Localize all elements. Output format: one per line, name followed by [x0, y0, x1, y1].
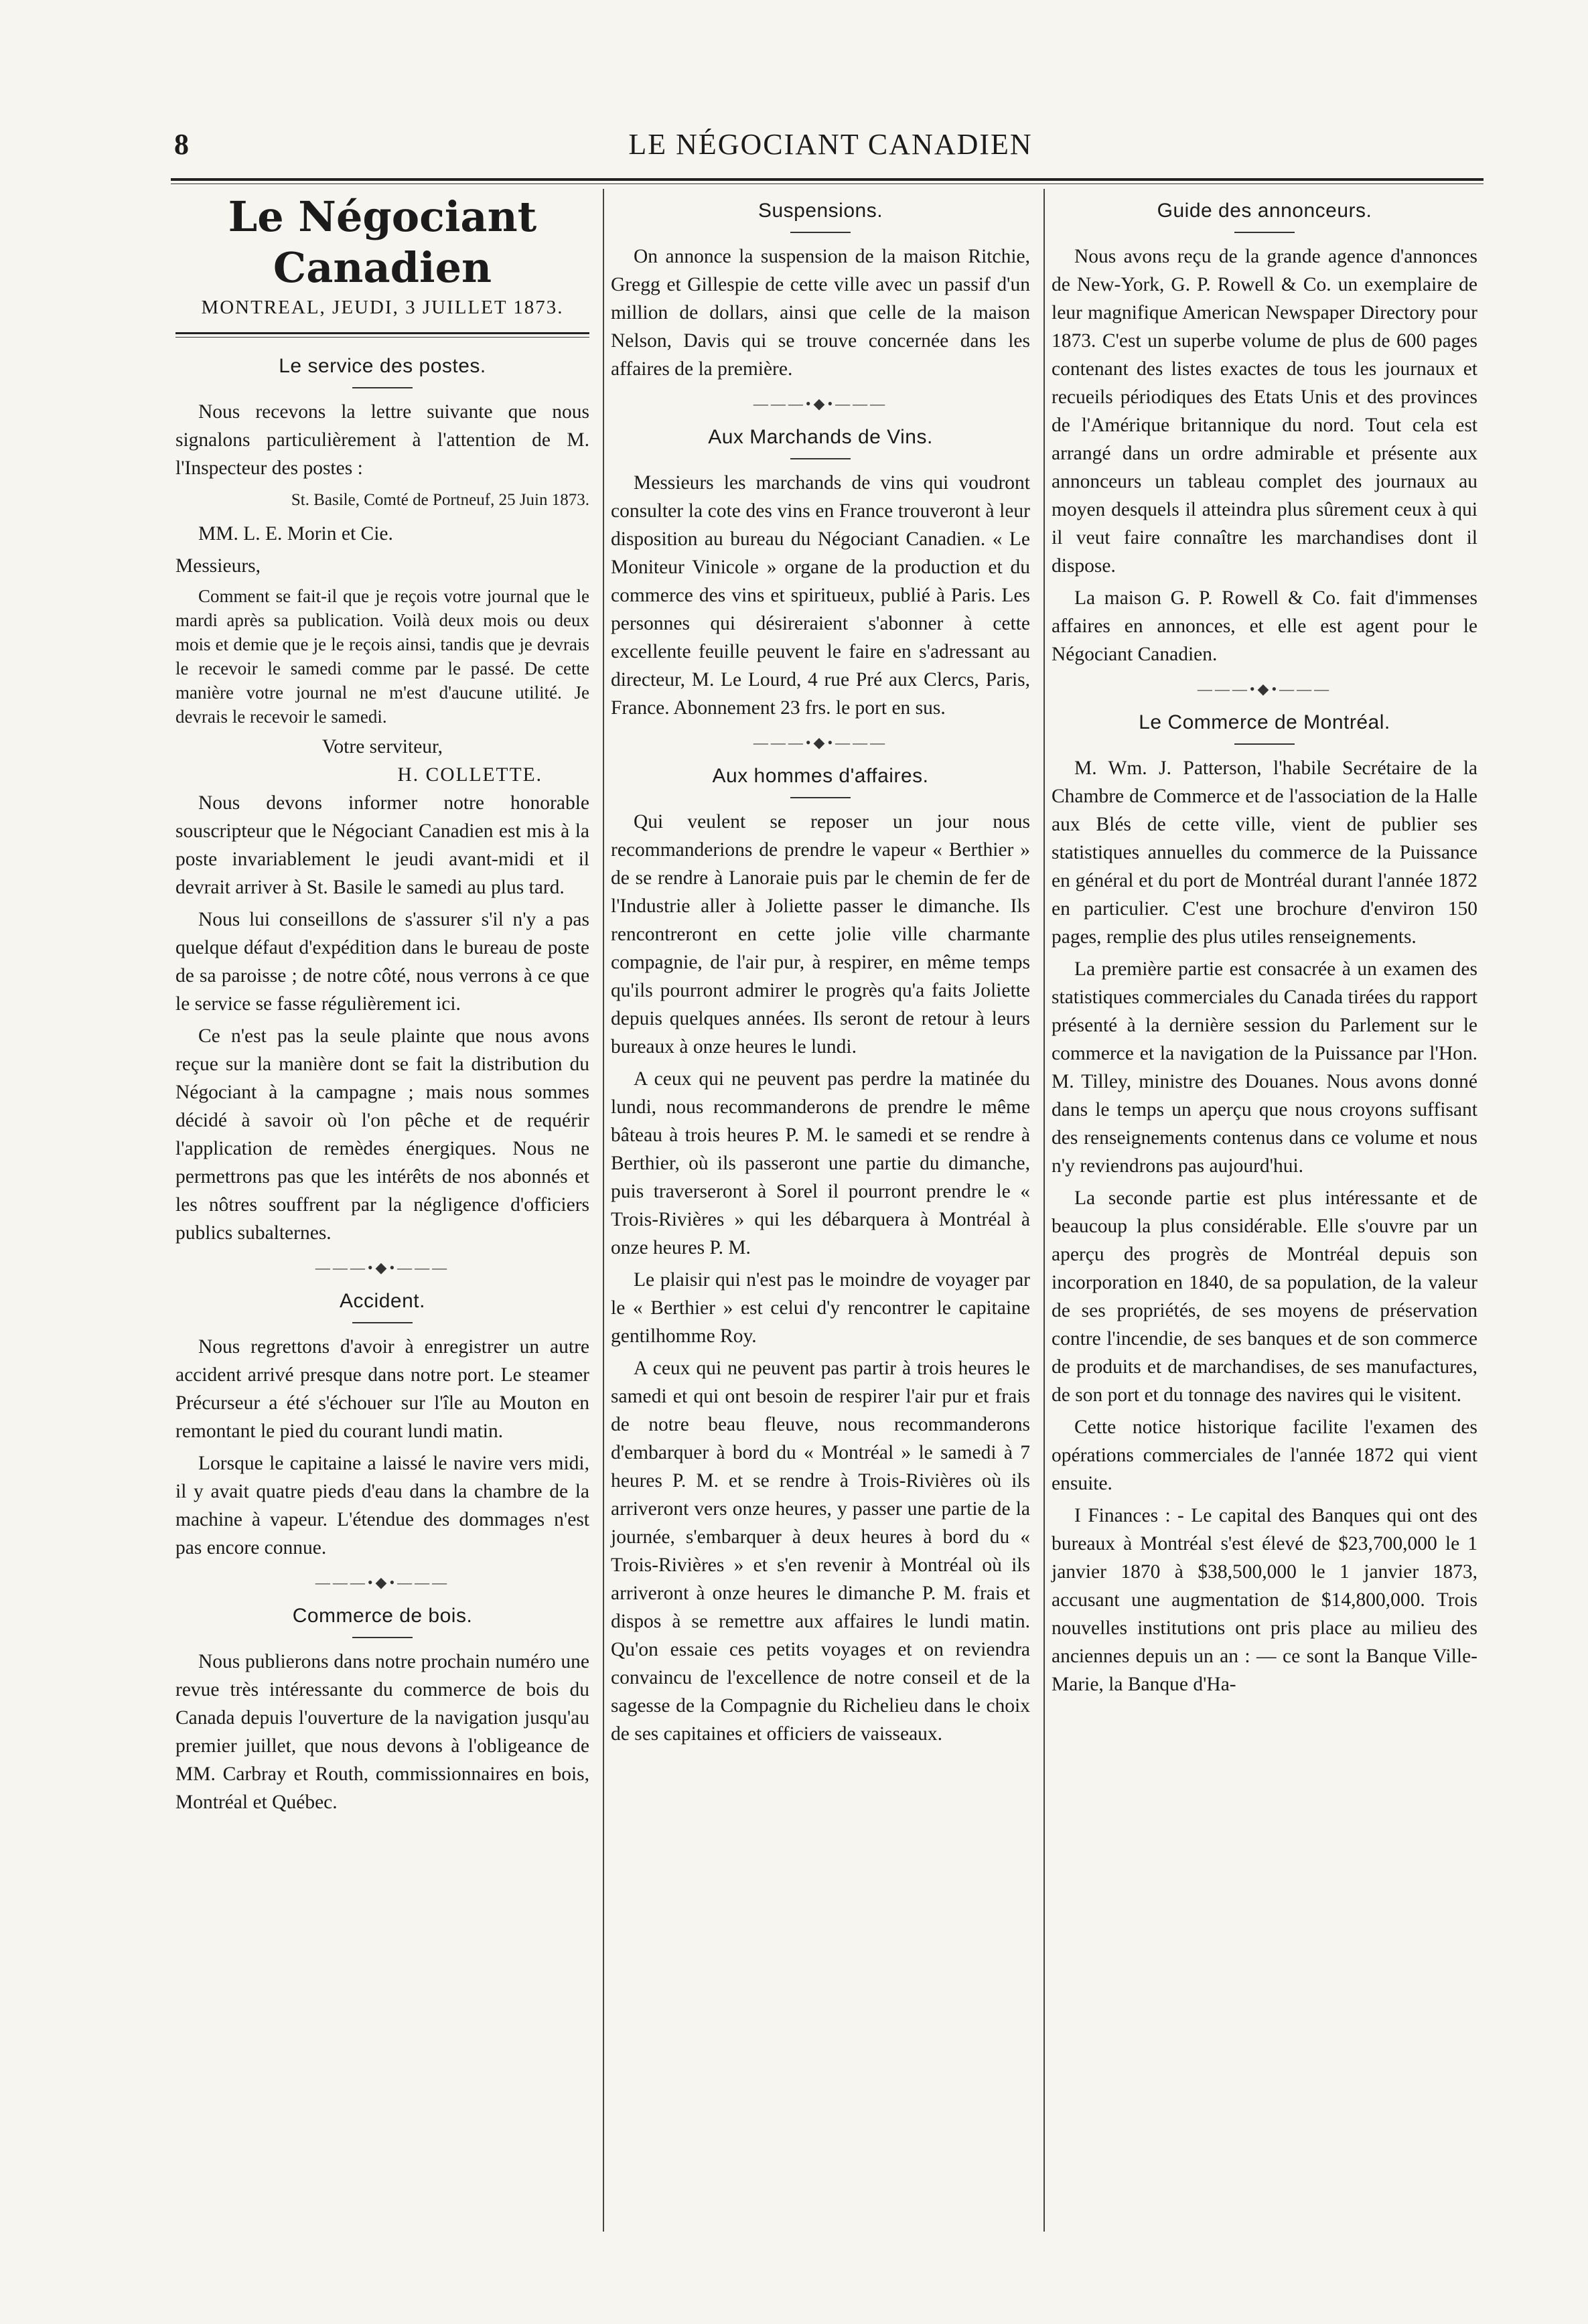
article-paragraph: Qui veulent se reposer un jour nous recommanderions de prendre le vapeur « Berthier » de se rendre à Lanoraie puis par le chemin de fer de l'Industrie aller à Joliette passer le dimanche. Ils rencontreront en cette jolie ville charmante compagnie, de l'air pur, à respirer, en même temps qu'ils pourront admirer le progrès qu'a faits Joliette depuis quelques années. Ils seront de retour à leurs bureaux à onze heures le lundi.	[611, 811, 1030, 1058]
column-2	[611, 194, 1030, 1752]
heading-rule	[1234, 232, 1295, 233]
column-rule-2	[1043, 189, 1045, 2232]
article-paragraph: La seconde partie est plus intéressante et de beaucoup la plus considérable. Elle s'ouvre par un aperçu des progrès de Montréal depuis son incorporation en 1840, de sa population, de la valeur de ses propriétés, de ses moyens de préservation contre l'incendie, de ses banques et de son commerce de produits et de marchandises, de ses manufactures, de son port et du tonnage des navires qui le visitent.	[1052, 1187, 1477, 1406]
letter-closing: Votre serviteur,	[321, 736, 443, 757]
heading-rule	[790, 797, 851, 798]
heading-guide: Guide des annonceurs.	[1157, 200, 1372, 222]
article-paragraph: A ceux qui ne peuvent pas perdre la matinée du lundi, nous recommanderons de prendre le même bâteau à trois heures P. M. le samedi et se rendre à Berthier, où ils passeront une partie du dimanche, puis traverseront à Sorel il pourront prendre le « Trois-Rivières » qui les débarquera à Montréal à onze heures P. M.	[611, 1068, 1030, 1258]
letter-salutation: Messieurs,	[175, 555, 261, 577]
article-paragraph: Nous recevons la lettre suivante que nous signalons particulièrement à l'attention de M. l'Inspecteur des postes :	[175, 401, 589, 479]
article-paragraph: On annonce la suspension de la maison Ritchie, Gregg et Gillespie de cette ville avec un passif d'un million de dollars, ainsi que celle de la maison Nelson, Davis qui se trouve concernée dans les affaires de la première.	[611, 246, 1030, 380]
running-title: LE NÉGOCIANT CANADIEN	[628, 128, 1033, 161]
heading-accident: Accident.	[340, 1290, 425, 1312]
article-paragraph: Lorsque le capitaine a laissé le navire vers midi, il y avait quatre pieds d'eau dans la chambre de la machine à vapeur. L'étendue des dommages n'est pas encore connue.	[175, 1453, 589, 1558]
article-paragraph: Ce n'est pas la seule plainte que nous avons reçue sur la manière dont se fait la distribution du Négociant à la campagne ; mais nous sommes décidé à savoir où l'on pêche et de requérir l'application de remèdes énergiques. Nous ne permettrons pas que les intérêts de nos abonnés et les nôtres souffrent par la négligence d'officiers publics subalternes.	[175, 1025, 589, 1244]
heading-affaires: Aux hommes d'affaires.	[712, 765, 929, 787]
article-paragraph: La maison G. P. Rowell & Co. fait d'immenses affaires en annonces, et elle est agent pour le Négociant Canadien.	[1052, 587, 1477, 665]
heading-rule	[790, 458, 851, 459]
section-divider: ―――•◆•―――	[1197, 680, 1332, 697]
page-number: 8	[174, 128, 189, 161]
article-paragraph: Le plaisir qui n'est pas le moindre de voyager par le « Berthier » est celui d'y rencontrer le capitaine gentilhomme Roy.	[611, 1269, 1030, 1347]
masthead-rule	[175, 332, 589, 334]
heading-postes: Le service des postes.	[279, 355, 486, 377]
header-rule	[171, 178, 1484, 181]
section-divider: ―――•◆•―――	[753, 395, 888, 412]
heading-rule	[1234, 743, 1295, 745]
letter-signature: H. COLLETTE.	[397, 764, 543, 786]
article-paragraph: Nous publierons dans notre prochain numéro une revue très intéressante du commerce de bois du Canada depuis l'ouverture de la navigation jusqu'au premier juillet, que nous devons à l'obligeance de MM. Carbray et Routh, commissionnaires en bois, Montréal et Québec.	[175, 1651, 589, 1813]
heading-commerce: Le Commerce de Montréal.	[1139, 711, 1390, 733]
article-paragraph: Nous avons reçu de la grande agence d'annonces de New-York, G. P. Rowell & Co. un exemplaire de leur magnifique American Newspaper Directory pour 1873. C'est un superbe volume de plus de 600 pages contenant des listes exactes de tous les journaux et recueils périodiques des Etats Unis et des provinces de l'Amérique britannique du nord. Tout cela est arrangé dans un ordre admirable et présente aux annonceurs un tableau complet des journaux au moyen desquels il atteindra plus sûrement ceux à qui il veut faire connaître les marchandises dont il dispose.	[1052, 246, 1477, 577]
heading-bois: Commerce de bois.	[292, 1605, 473, 1627]
article-paragraph: La première partie est consacrée à un examen des statistiques commerciales du Canada tirées du rapport présenté à la dernière session du Parlement sur le commerce et la navigation de la Puissance par l'Hon. M. Tilley, ministre des Douanes. Nous avons donné dans le temps un aperçu que nous croyons suffisant des renseignements contenus dans ce volume et nous n'y reviendrons pas aujourd'hui.	[1052, 958, 1477, 1177]
section-divider: ―――•◆•―――	[315, 1574, 450, 1591]
section-divider: ―――•◆•―――	[315, 1259, 450, 1276]
masthead: Le Négociant Canadien	[228, 192, 537, 292]
article-paragraph: Nous devons informer notre honorable souscripteur que le Négociant Canadien est mis à la poste invariablement le jeudi avant-midi et il devrait arriver à St. Basile le samedi au plus tard.	[175, 792, 589, 898]
article-paragraph: M. Wm. J. Patterson, l'habile Secrétaire de la Chambre de Commerce et de l'association de la Halle aux Blés de cette ville, vient de publier ses statistiques annuelles du commerce de la Puissance en général et du port de Montréal durant l'année 1872 en particulier. C'est une brochure d'environ 150 pages, remplie des plus utiles renseignements.	[1052, 757, 1477, 948]
article-paragraph: Cette notice historique facilite l'examen des opérations commerciales de l'année 1872 qui vient ensuite.	[1052, 1417, 1477, 1494]
heading-rule	[352, 387, 413, 388]
article-paragraph: I Finances : - Le capital des Banques qui ont des bureaux à Montréal s'est élevé de $23,700,000 le 1 janvier 1870 à $38,500,000 le 1 janvier 1873, accusant une augmentation de $14,800,000. Trois nouvelles institutions ont pris place au milieu des anciennes depuis un an : — ce sont la Banque Ville-Marie, la Banque d'Ha-	[1052, 1505, 1477, 1695]
heading-vins: Aux Marchands de Vins.	[708, 426, 933, 448]
heading-rule	[352, 1637, 413, 1638]
letter-date: St. Basile, Comté de Portneuf, 25 Juin 1873.	[291, 491, 589, 509]
article-paragraph: A ceux qui ne peuvent pas partir à trois heures le samedi et qui ont besoin de respirer l'air pur et frais de notre beau fleuve, nous recommanderons d'embarquer à bord du « Montréal » le samedi à 7 heures P. M. et se rendre à Trois-Rivières où ils arriveront vers onze heures, y passer une partie de la journée, s'embarquer à deux heures à bord du « Trois-Rivières » et s'en revenir à Montréal où ils arriveront à onze heures le dimanche P. M. frais et dispos à se remettre aux affaires le lundi matin. Qu'on essaie ces petits voyages et on reviendra convaincu de l'excellence de notre conseil et de la sagesse de la Compagnie du Richelieu dans le choix de ses capitaines et officiers de vaisseaux.	[611, 1358, 1030, 1745]
column-rule-1	[603, 189, 604, 2232]
column-3	[1052, 194, 1477, 1702]
heading-suspensions: Suspensions.	[757, 200, 883, 222]
dateline: MONTREAL, JEUDI, 3 JUILLET 1873.	[201, 297, 564, 318]
heading-rule	[352, 1322, 413, 1323]
running-header	[174, 127, 1487, 167]
article-paragraph: Nous lui conseillons de s'assurer s'il n'y a pas quelque défaut d'expédition dans le bureau de poste de sa paroisse ; de notre côté, nous verrons à ce que le service se fasse régulièrement ici.	[175, 909, 589, 1015]
masthead-rule-thin	[175, 337, 589, 338]
heading-rule	[790, 232, 851, 233]
letter-body: Comment se fait-il que je reçois votre journal que le mardi après sa publication. Voilà deux mois ou deux mois et demie que je le reçois ainsi, tandis que je devrais le recevoir le samedi comme par le passé. De cette manière votre journal ne m'est d'aucune utilité. Je devrais le recevoir le samedi.	[175, 586, 589, 727]
article-paragraph: Nous regrettons d'avoir à enregistrer un autre accident arrivé presque dans notre port. Le steamer Précurseur a été s'échouer sur l'île au Mouton en remontant le pied du courant lundi matin.	[175, 1336, 589, 1442]
letter-addressee: MM. L. E. Morin et Cie.	[198, 523, 393, 544]
section-divider: ―――•◆•―――	[753, 734, 888, 751]
article-paragraph: Messieurs les marchands de vins qui voudront consulter la cote des vins en France trouveront à leur disposition au bureau du Négociant Canadien. « Le Moniteur Vinicole » organe de la production et du commerce des vins et spiritueux, publié à Paris. Les personnes qui désireraient s'abonner à cette excellente feuille peuvent le faire en s'adressant au directeur, M. Le Lourd, 4 rue Pré aux Clercs, Paris, France. Abonnement 23 frs. le port en sus.	[611, 472, 1030, 719]
column-1	[175, 194, 589, 1820]
